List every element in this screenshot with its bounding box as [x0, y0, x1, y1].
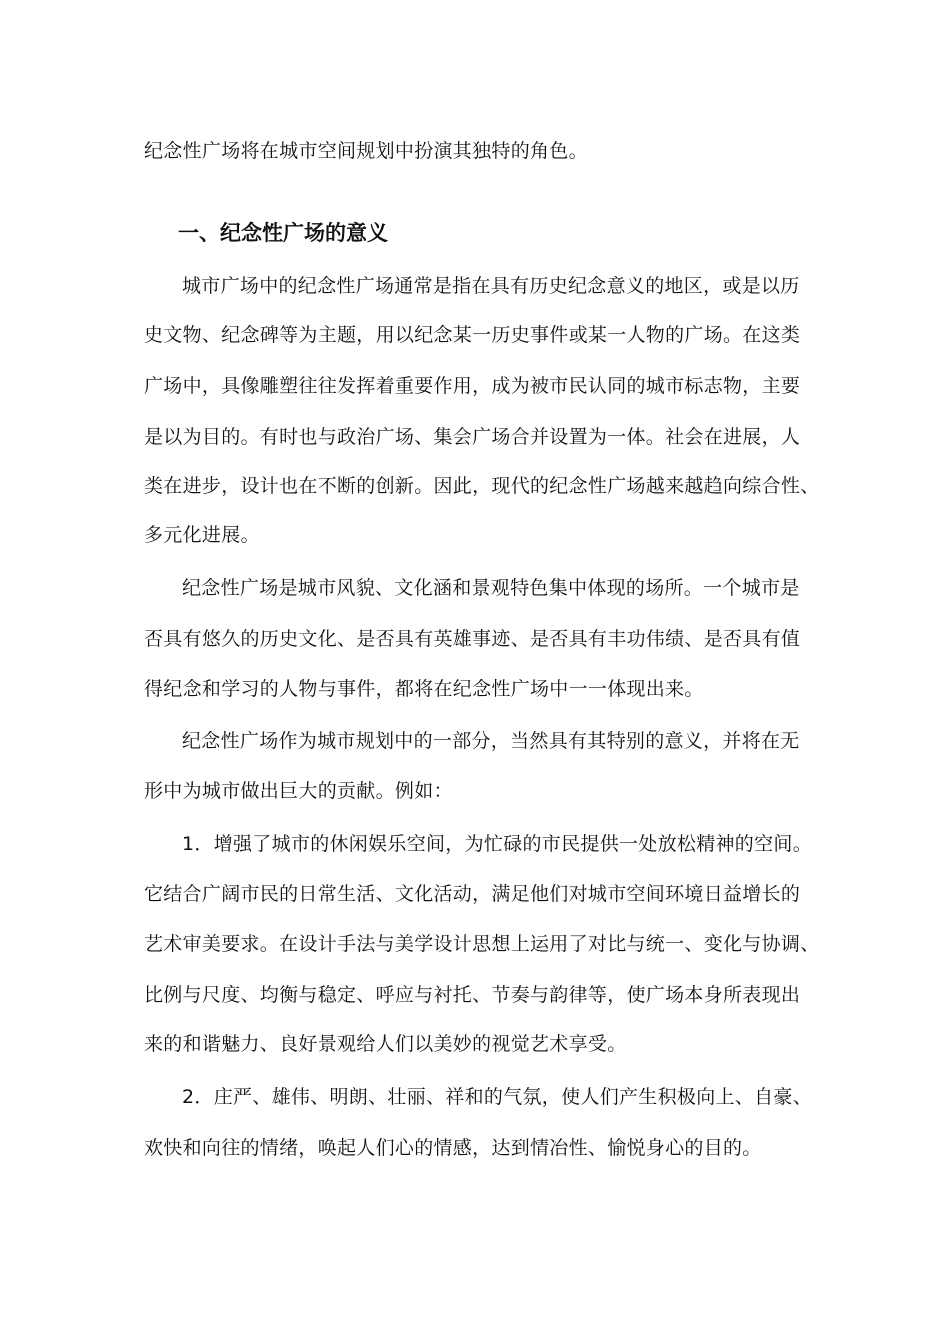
text-line: 纪念性广场将在城市空间规划中扮演其独特的角色。	[144, 140, 588, 162]
text-line: 2．庄严、雄伟、明朗、壮丽、祥和的气氛，使人们产生积极向上、自豪、	[182, 1086, 812, 1108]
text-line: 欢快和向往的情绪，唤起人们心的情感，达到情冶性、愉悦身心的目的。	[144, 1137, 762, 1159]
text-line: 否具有悠久的历史文化、是否具有英雄事迹、是否具有丰功伟绩、是否具有值	[144, 628, 801, 650]
text-line: 是以为目的。有时也与政治广场、集会广场合并设置为一体。社会在进展，人	[144, 426, 801, 448]
text-line: 城市广场中的纪念性广场通常是指在具有历史纪念意义的地区，或是以历	[182, 275, 800, 297]
text-line: 多元化进展。	[144, 524, 260, 546]
text-line: 得纪念和学习的人物与事件，都将在纪念性广场中一一体现出来。	[144, 678, 704, 700]
text-line: 形中为城市做出巨大的贡献。例如：	[144, 780, 453, 802]
section-heading: 一、纪念性广场的意义	[178, 221, 388, 245]
text-line: 1．增强了城市的休闲娱乐空间，为忙碌的市民提供一处放松精神的空间。	[182, 833, 812, 855]
text-line: 来的和谐魅力、良好景观给人们以美妙的视觉艺术享受。	[144, 1033, 627, 1055]
text-line: 比例与尺度、均衡与稳定、呼应与衬托、节奏与韵律等，使广场本身所表现出	[144, 984, 801, 1006]
text-line: 它结合广阔市民的日常生活、文化活动，满足他们对城市空间环境日益增长的	[144, 883, 801, 905]
text-line: 纪念性广场作为城市规划中的一部分，当然具有其特别的意义，并将在无	[182, 730, 800, 752]
text-line: 类在进步，设计也在不断的创新。因此，现代的纪念性广场越来越趋向综合性、	[144, 475, 820, 497]
text-line: 纪念性广场是城市风貌、文化涵和景观特色集中体现的场所。一个城市是	[182, 577, 800, 599]
text-line: 广场中，具像雕塑往往发挥着重要作用，成为被市民认同的城市标志物，主要	[144, 375, 801, 397]
text-line: 艺术审美要求。在设计手法与美学设计思想上运用了对比与统一、变化与协调、	[144, 933, 820, 955]
text-line: 史文物、纪念碑等为主题，用以纪念某一历史事件或某一人物的广场。在这类	[144, 324, 801, 346]
